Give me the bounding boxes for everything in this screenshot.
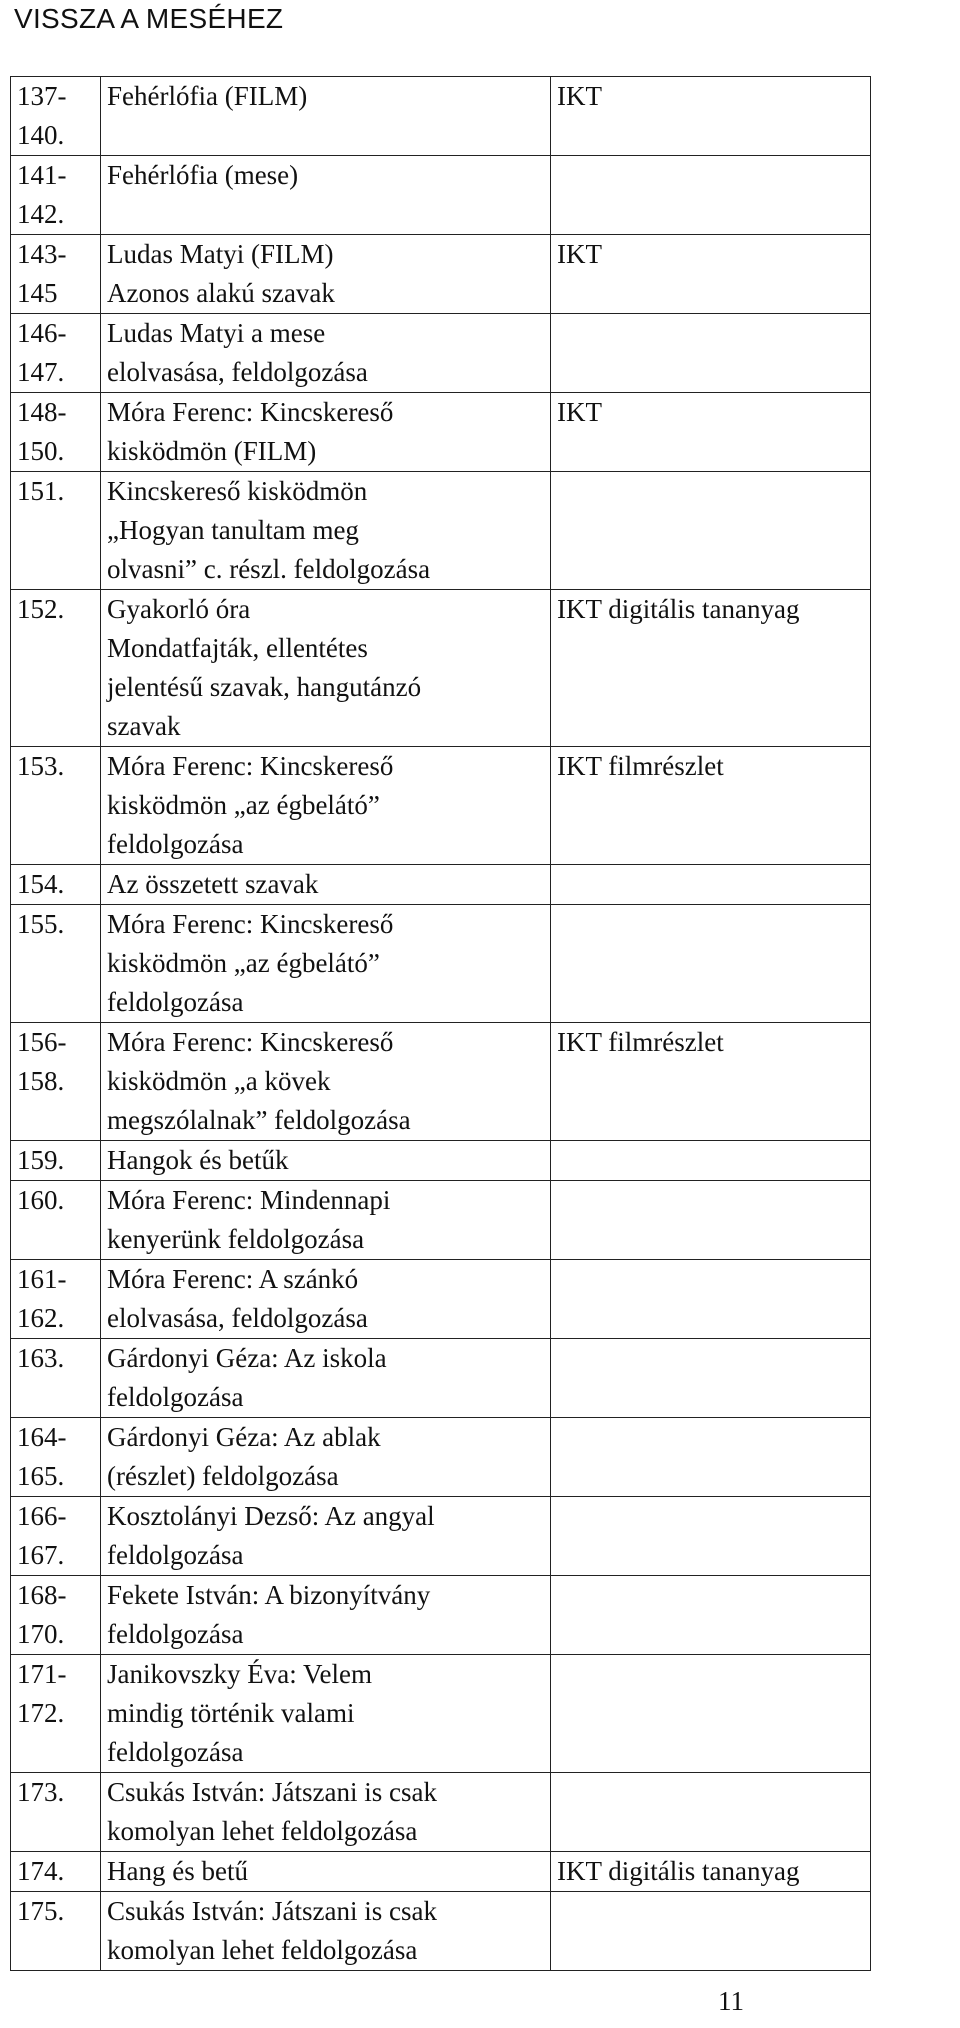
lesson-number-cell: 152.: [11, 590, 101, 747]
table-row: [11, 156, 871, 235]
lesson-tool-cell: IKT digitális tananyag: [551, 1852, 871, 1892]
lesson-topic-cell: Fehérlófia (mese): [101, 156, 551, 235]
lesson-tool-cell: [551, 1141, 871, 1181]
lesson-topic-cell: Móra Ferenc: Mindennapi kenyerünk feldolgozása: [101, 1181, 551, 1260]
lesson-tool-cell: IKT: [551, 235, 871, 314]
lesson-tool-cell: [551, 472, 871, 590]
table-row: [11, 1339, 871, 1418]
lesson-topic-cell: Móra Ferenc: Kincskereső kisködmön „a kövek megszólalnak” feldolgozása: [101, 1023, 551, 1141]
lesson-topic-cell: Kosztolányi Dezső: Az angyal feldolgozása: [101, 1497, 551, 1576]
lesson-topic-cell: Hangok és betűk: [101, 1141, 551, 1181]
lesson-topic-cell: Csukás István: Játszani is csak komolyan lehet feldolgozása: [101, 1773, 551, 1852]
lesson-number-cell: 141- 142.: [11, 156, 101, 235]
lesson-tool-cell: IKT: [551, 77, 871, 156]
table-row: [11, 314, 871, 393]
lesson-number-cell: 143- 145: [11, 235, 101, 314]
lesson-tool-cell: [551, 905, 871, 1023]
lesson-number-cell: 174.: [11, 1852, 101, 1892]
table-row: [11, 865, 871, 905]
table-row: [11, 747, 871, 865]
table-row: [11, 1023, 871, 1141]
table-row: [11, 1773, 871, 1852]
lesson-tool-cell: [551, 1655, 871, 1773]
lesson-number-cell: 148- 150.: [11, 393, 101, 472]
lesson-plan-body: [11, 77, 871, 1971]
table-row: [11, 1418, 871, 1497]
table-row: [11, 1576, 871, 1655]
lesson-number-cell: 161- 162.: [11, 1260, 101, 1339]
lesson-number-cell: 156- 158.: [11, 1023, 101, 1141]
table-row: [11, 393, 871, 472]
lesson-topic-cell: Fekete István: A bizonyítvány feldolgozása: [101, 1576, 551, 1655]
lesson-number-cell: 171- 172.: [11, 1655, 101, 1773]
lesson-topic-cell: Gárdonyi Géza: Az iskola feldolgozása: [101, 1339, 551, 1418]
lesson-number-cell: 173.: [11, 1773, 101, 1852]
lesson-topic-cell: Hang és betű: [101, 1852, 551, 1892]
table-row: [11, 1497, 871, 1576]
lesson-topic-cell: Ludas Matyi (FILM) Azonos alakú szavak: [101, 235, 551, 314]
lesson-topic-cell: Ludas Matyi a mese elolvasása, feldolgozása: [101, 314, 551, 393]
table-row: [11, 1260, 871, 1339]
page-header: VISSZA A MESÉHEZ: [14, 3, 284, 34]
table-row: [11, 905, 871, 1023]
lesson-topic-cell: Móra Ferenc: Kincskereső kisködmön „az égbelátó” feldolgozása: [101, 905, 551, 1023]
lesson-tool-cell: IKT filmrészlet: [551, 1023, 871, 1141]
lesson-tool-cell: [551, 314, 871, 393]
lesson-number-cell: 160.: [11, 1181, 101, 1260]
lesson-topic-cell: Gyakorló óra Mondatfajták, ellentétes jelentésű szavak, hangutánzó szavak: [101, 590, 551, 747]
lesson-topic-cell: Móra Ferenc: Kincskereső kisködmön (FILM): [101, 393, 551, 472]
lesson-tool-cell: [551, 1418, 871, 1497]
table-row: [11, 1852, 871, 1892]
lesson-number-cell: 166- 167.: [11, 1497, 101, 1576]
lesson-tool-cell: [551, 1181, 871, 1260]
table-row: [11, 1892, 871, 1971]
lesson-number-cell: 168- 170.: [11, 1576, 101, 1655]
table-row: [11, 1141, 871, 1181]
lesson-tool-cell: IKT filmrészlet: [551, 747, 871, 865]
lesson-number-cell: 137- 140.: [11, 77, 101, 156]
lesson-tool-cell: [551, 1339, 871, 1418]
lesson-tool-cell: [551, 1576, 871, 1655]
lesson-topic-cell: Gárdonyi Géza: Az ablak (részlet) feldolgozása: [101, 1418, 551, 1497]
lesson-tool-cell: [551, 865, 871, 905]
lesson-tool-cell: [551, 1260, 871, 1339]
lesson-number-cell: 154.: [11, 865, 101, 905]
table-row: [11, 472, 871, 590]
lesson-number-cell: 163.: [11, 1339, 101, 1418]
lesson-tool-cell: IKT: [551, 393, 871, 472]
lesson-topic-cell: Janikovszky Éva: Velem mindig történik valami feldolgozása: [101, 1655, 551, 1773]
lesson-topic-cell: Kincskereső kisködmön „Hogyan tanultam meg olvasni” c. részl. feldolgozása: [101, 472, 551, 590]
page-number: 11: [718, 1986, 744, 2016]
lesson-topic-cell: Móra Ferenc: Kincskereső kisködmön „az égbelátó” feldolgozása: [101, 747, 551, 865]
lesson-topic-cell: Csukás István: Játszani is csak komolyan lehet feldolgozása: [101, 1892, 551, 1971]
lesson-tool-cell: [551, 156, 871, 235]
lesson-number-cell: 175.: [11, 1892, 101, 1971]
lesson-number-cell: 155.: [11, 905, 101, 1023]
lesson-tool-cell: [551, 1892, 871, 1971]
table-row: [11, 1181, 871, 1260]
lesson-tool-cell: [551, 1773, 871, 1852]
lesson-topic-cell: Az összetett szavak: [101, 865, 551, 905]
lesson-topic-cell: Fehérlófia (FILM): [101, 77, 551, 156]
lesson-number-cell: 151.: [11, 472, 101, 590]
table-row: [11, 590, 871, 747]
lesson-number-cell: 159.: [11, 1141, 101, 1181]
lesson-number-cell: 164- 165.: [11, 1418, 101, 1497]
table-row: [11, 1655, 871, 1773]
table-row: [11, 77, 871, 156]
lesson-number-cell: 146- 147.: [11, 314, 101, 393]
lesson-topic-cell: Móra Ferenc: A szánkó elolvasása, feldolgozása: [101, 1260, 551, 1339]
lesson-number-cell: 153.: [11, 747, 101, 865]
table-row: [11, 235, 871, 314]
lesson-plan-table: [10, 76, 871, 1971]
lesson-tool-cell: IKT digitális tananyag: [551, 590, 871, 747]
lesson-tool-cell: [551, 1497, 871, 1576]
